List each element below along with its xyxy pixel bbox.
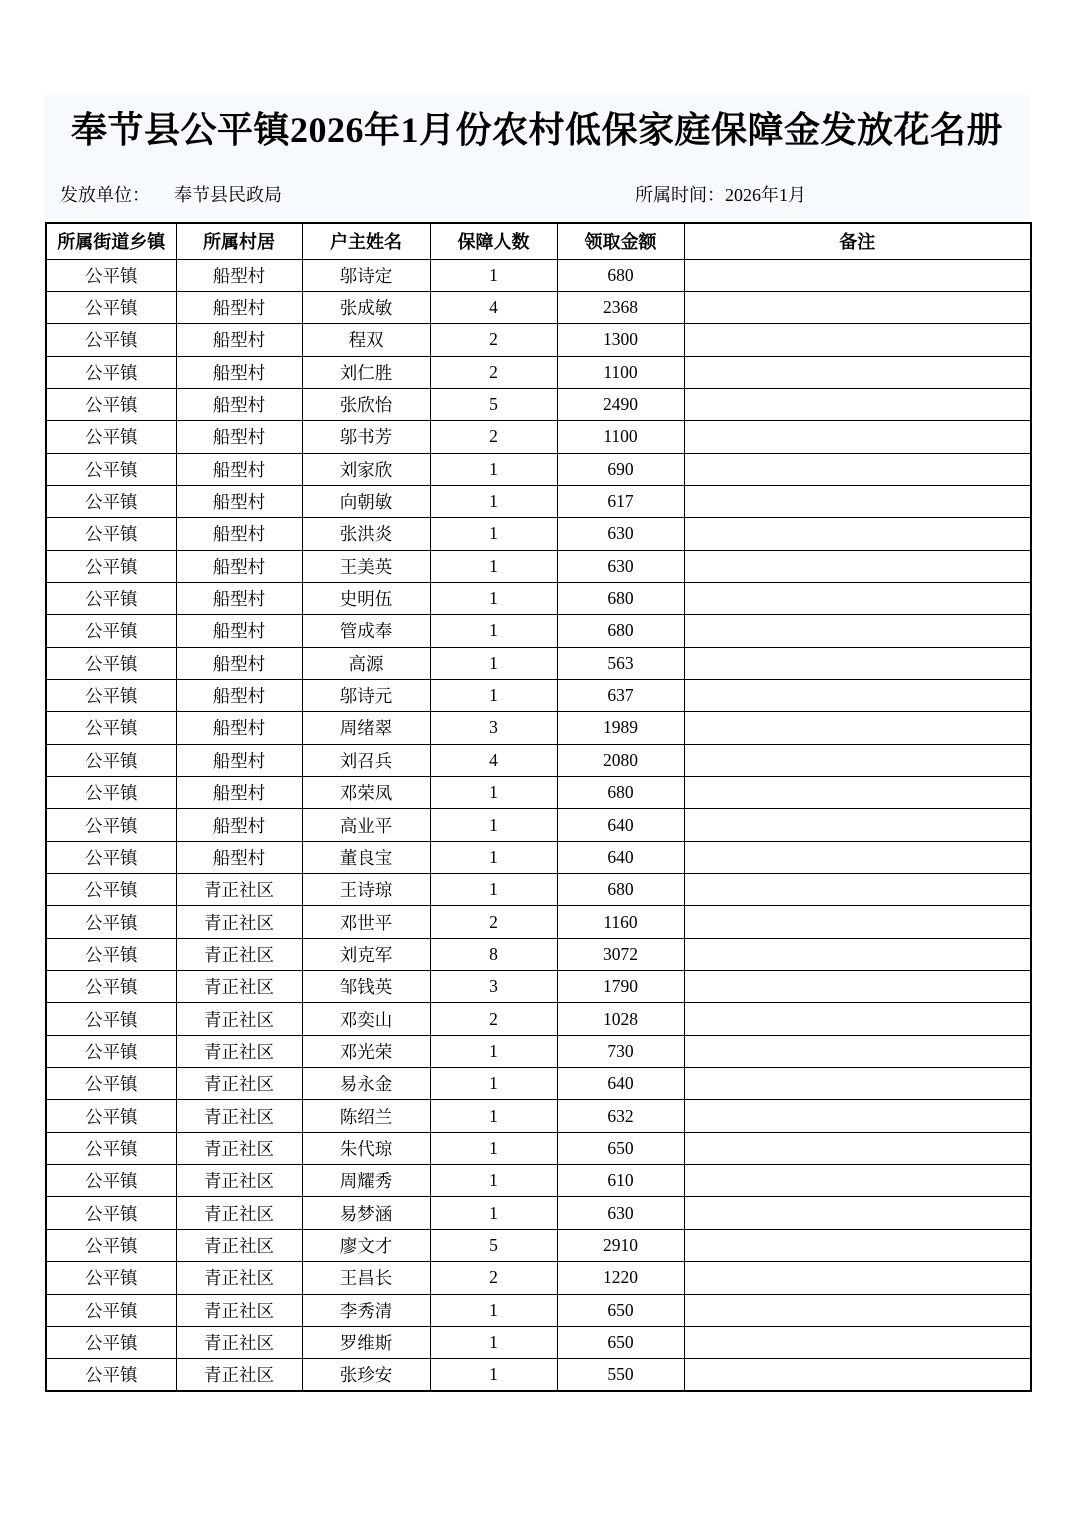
cell-amount: 563 xyxy=(557,647,684,679)
cell-amount: 680 xyxy=(557,777,684,809)
cell-amount: 1160 xyxy=(557,906,684,938)
cell-remark xyxy=(684,259,1031,291)
cell-count: 1 xyxy=(430,615,557,647)
cell-remark xyxy=(684,1165,1031,1197)
table-row xyxy=(46,1359,1031,1391)
table-row xyxy=(46,1165,1031,1197)
cell-remark xyxy=(684,647,1031,679)
cell-town: 公平镇 xyxy=(46,291,176,323)
cell-town: 公平镇 xyxy=(46,679,176,711)
cell-village: 船型村 xyxy=(176,647,302,679)
cell-householder: 邓光荣 xyxy=(302,1035,430,1067)
cell-village: 船型村 xyxy=(176,712,302,744)
cell-count: 1 xyxy=(430,1294,557,1326)
cell-count: 5 xyxy=(430,388,557,420)
cell-amount: 610 xyxy=(557,1165,684,1197)
table-row xyxy=(46,971,1031,1003)
cell-count: 2 xyxy=(430,1262,557,1294)
cell-householder: 邹钱英 xyxy=(302,971,430,1003)
cell-town: 公平镇 xyxy=(46,421,176,453)
cell-village: 青正社区 xyxy=(176,971,302,1003)
cell-remark xyxy=(684,1197,1031,1229)
cell-remark xyxy=(684,1100,1031,1132)
table-row xyxy=(46,421,1031,453)
cell-remark xyxy=(684,841,1031,873)
cell-town: 公平镇 xyxy=(46,1197,176,1229)
cell-town: 公平镇 xyxy=(46,874,176,906)
cell-town: 公平镇 xyxy=(46,841,176,873)
table-row xyxy=(46,550,1031,582)
cell-remark xyxy=(684,809,1031,841)
cell-town: 公平镇 xyxy=(46,647,176,679)
cell-village: 青正社区 xyxy=(176,1326,302,1358)
table-row xyxy=(46,906,1031,938)
table-row xyxy=(46,1100,1031,1132)
table-row xyxy=(46,744,1031,776)
cell-amount: 2490 xyxy=(557,388,684,420)
cell-village: 青正社区 xyxy=(176,1132,302,1164)
cell-town: 公平镇 xyxy=(46,388,176,420)
cell-village: 船型村 xyxy=(176,291,302,323)
cell-remark xyxy=(684,291,1031,323)
cell-town: 公平镇 xyxy=(46,906,176,938)
cell-village: 青正社区 xyxy=(176,938,302,970)
table-row xyxy=(46,1197,1031,1229)
cell-village: 青正社区 xyxy=(176,906,302,938)
cell-count: 5 xyxy=(430,1229,557,1261)
cell-village: 青正社区 xyxy=(176,1003,302,1035)
cell-town: 公平镇 xyxy=(46,1262,176,1294)
period-label: 所属时间： xyxy=(635,185,725,205)
cell-count: 1 xyxy=(430,1035,557,1067)
table-row xyxy=(46,615,1031,647)
cell-remark xyxy=(684,971,1031,1003)
cell-amount: 1220 xyxy=(557,1262,684,1294)
cell-householder: 高源 xyxy=(302,647,430,679)
cell-remark xyxy=(684,1035,1031,1067)
cell-count: 1 xyxy=(430,485,557,517)
cell-householder: 邓荣凤 xyxy=(302,777,430,809)
cell-householder: 朱代琼 xyxy=(302,1132,430,1164)
cell-town: 公平镇 xyxy=(46,1100,176,1132)
table-row xyxy=(46,1294,1031,1326)
cell-amount: 2080 xyxy=(557,744,684,776)
cell-householder: 易永金 xyxy=(302,1068,430,1100)
cell-town: 公平镇 xyxy=(46,971,176,1003)
cell-remark xyxy=(684,1068,1031,1100)
cell-remark xyxy=(684,1326,1031,1358)
table-row xyxy=(46,679,1031,711)
cell-town: 公平镇 xyxy=(46,324,176,356)
cell-householder: 王诗琼 xyxy=(302,874,430,906)
cell-count: 1 xyxy=(430,1068,557,1100)
cell-remark xyxy=(684,582,1031,614)
cell-remark xyxy=(684,1229,1031,1261)
cell-amount: 1100 xyxy=(557,421,684,453)
cell-remark xyxy=(684,356,1031,388)
cell-count: 1 xyxy=(430,1165,557,1197)
cell-householder: 周耀秀 xyxy=(302,1165,430,1197)
cell-village: 船型村 xyxy=(176,485,302,517)
cell-village: 船型村 xyxy=(176,841,302,873)
cell-town: 公平镇 xyxy=(46,356,176,388)
cell-remark xyxy=(684,938,1031,970)
cell-householder: 董良宝 xyxy=(302,841,430,873)
cell-count: 1 xyxy=(430,874,557,906)
table-row xyxy=(46,712,1031,744)
cell-householder: 史明伍 xyxy=(302,582,430,614)
cell-householder: 刘家欣 xyxy=(302,453,430,485)
cell-amount: 1989 xyxy=(557,712,684,744)
table-row xyxy=(46,1229,1031,1261)
cell-count: 1 xyxy=(430,453,557,485)
cell-amount: 1790 xyxy=(557,971,684,1003)
table-row xyxy=(46,1326,1031,1358)
issuer-label: 发放单位： xyxy=(60,185,150,205)
table-row xyxy=(46,582,1031,614)
cell-householder: 李秀清 xyxy=(302,1294,430,1326)
table-row xyxy=(46,1035,1031,1067)
table-row xyxy=(46,874,1031,906)
cell-count: 1 xyxy=(430,1359,557,1391)
cell-town: 公平镇 xyxy=(46,1229,176,1261)
cell-village: 船型村 xyxy=(176,777,302,809)
cell-village: 船型村 xyxy=(176,582,302,614)
cell-town: 公平镇 xyxy=(46,1003,176,1035)
cell-village: 船型村 xyxy=(176,453,302,485)
cell-householder: 陈绍兰 xyxy=(302,1100,430,1132)
cell-amount: 630 xyxy=(557,518,684,550)
cell-householder: 向朝敏 xyxy=(302,485,430,517)
cell-village: 船型村 xyxy=(176,259,302,291)
cell-village: 青正社区 xyxy=(176,1100,302,1132)
cell-town: 公平镇 xyxy=(46,582,176,614)
table-body xyxy=(46,259,1031,1391)
cell-count: 3 xyxy=(430,712,557,744)
cell-village: 船型村 xyxy=(176,518,302,550)
cell-count: 1 xyxy=(430,1100,557,1132)
cell-remark xyxy=(684,1262,1031,1294)
cell-householder: 邬书芳 xyxy=(302,421,430,453)
table-row xyxy=(46,1068,1031,1100)
cell-householder: 罗维斯 xyxy=(302,1326,430,1358)
cell-householder: 易梦涵 xyxy=(302,1197,430,1229)
cell-remark xyxy=(684,324,1031,356)
cell-count: 1 xyxy=(430,679,557,711)
cell-amount: 640 xyxy=(557,809,684,841)
header-village: 所属村居 xyxy=(176,223,302,259)
cell-amount: 650 xyxy=(557,1326,684,1358)
cell-town: 公平镇 xyxy=(46,1359,176,1391)
period-value: 2026年1月 xyxy=(725,185,806,205)
cell-remark xyxy=(684,421,1031,453)
cell-town: 公平镇 xyxy=(46,1132,176,1164)
cell-count: 4 xyxy=(430,291,557,323)
cell-village: 船型村 xyxy=(176,679,302,711)
table-row xyxy=(46,485,1031,517)
table-row xyxy=(46,291,1031,323)
cell-village: 船型村 xyxy=(176,615,302,647)
cell-householder: 廖文才 xyxy=(302,1229,430,1261)
cell-town: 公平镇 xyxy=(46,453,176,485)
cell-village: 船型村 xyxy=(176,388,302,420)
cell-count: 4 xyxy=(430,744,557,776)
cell-amount: 637 xyxy=(557,679,684,711)
cell-town: 公平镇 xyxy=(46,712,176,744)
table-row xyxy=(46,356,1031,388)
cell-amount: 2910 xyxy=(557,1229,684,1261)
cell-count: 2 xyxy=(430,324,557,356)
cell-amount: 1300 xyxy=(557,324,684,356)
table-row xyxy=(46,841,1031,873)
cell-householder: 邓世平 xyxy=(302,906,430,938)
cell-amount: 640 xyxy=(557,841,684,873)
issuer-value: 奉节县民政局 xyxy=(174,185,282,205)
cell-householder: 张成敏 xyxy=(302,291,430,323)
cell-count: 1 xyxy=(430,777,557,809)
cell-count: 1 xyxy=(430,582,557,614)
table-row xyxy=(46,453,1031,485)
cell-amount: 680 xyxy=(557,259,684,291)
meta-row xyxy=(60,182,1030,208)
table-row xyxy=(46,777,1031,809)
cell-village: 青正社区 xyxy=(176,1262,302,1294)
cell-count: 1 xyxy=(430,1326,557,1358)
period-group xyxy=(635,182,806,208)
cell-remark xyxy=(684,777,1031,809)
table-head xyxy=(46,223,1031,259)
cell-remark xyxy=(684,453,1031,485)
cell-amount: 632 xyxy=(557,1100,684,1132)
cell-count: 1 xyxy=(430,1132,557,1164)
cell-town: 公平镇 xyxy=(46,550,176,582)
cell-householder: 张欣怡 xyxy=(302,388,430,420)
cell-village: 船型村 xyxy=(176,809,302,841)
table-row xyxy=(46,1132,1031,1164)
cell-count: 1 xyxy=(430,1197,557,1229)
cell-count: 1 xyxy=(430,841,557,873)
cell-amount: 1028 xyxy=(557,1003,684,1035)
cell-village: 青正社区 xyxy=(176,1197,302,1229)
cell-amount: 1100 xyxy=(557,356,684,388)
cell-village: 船型村 xyxy=(176,356,302,388)
cell-householder: 管成奉 xyxy=(302,615,430,647)
cell-householder: 高业平 xyxy=(302,809,430,841)
header-remark: 备注 xyxy=(684,223,1031,259)
cell-amount: 680 xyxy=(557,874,684,906)
cell-amount: 690 xyxy=(557,453,684,485)
cell-remark xyxy=(684,744,1031,776)
cell-town: 公平镇 xyxy=(46,615,176,647)
table-row xyxy=(46,647,1031,679)
cell-town: 公平镇 xyxy=(46,777,176,809)
cell-count: 2 xyxy=(430,906,557,938)
cell-householder: 张洪炎 xyxy=(302,518,430,550)
cell-count: 1 xyxy=(430,550,557,582)
cell-town: 公平镇 xyxy=(46,744,176,776)
roster-table xyxy=(45,222,1032,1392)
cell-householder: 王昌长 xyxy=(302,1262,430,1294)
cell-count: 2 xyxy=(430,421,557,453)
cell-remark xyxy=(684,712,1031,744)
cell-remark xyxy=(684,1294,1031,1326)
cell-count: 1 xyxy=(430,259,557,291)
table-row xyxy=(46,388,1031,420)
cell-householder: 程双 xyxy=(302,324,430,356)
cell-amount: 2368 xyxy=(557,291,684,323)
cell-remark xyxy=(684,906,1031,938)
cell-count: 2 xyxy=(430,356,557,388)
cell-count: 2 xyxy=(430,1003,557,1035)
cell-count: 8 xyxy=(430,938,557,970)
table-row xyxy=(46,809,1031,841)
cell-householder: 刘召兵 xyxy=(302,744,430,776)
cell-householder: 邬诗定 xyxy=(302,259,430,291)
cell-remark xyxy=(684,1359,1031,1391)
cell-count: 1 xyxy=(430,809,557,841)
cell-count: 1 xyxy=(430,647,557,679)
header-town: 所属街道乡镇 xyxy=(46,223,176,259)
table-header-row xyxy=(46,223,1031,259)
cell-amount: 630 xyxy=(557,550,684,582)
cell-town: 公平镇 xyxy=(46,259,176,291)
cell-town: 公平镇 xyxy=(46,1035,176,1067)
cell-town: 公平镇 xyxy=(46,518,176,550)
table-row xyxy=(46,1262,1031,1294)
cell-remark xyxy=(684,550,1031,582)
table-row xyxy=(46,324,1031,356)
cell-amount: 3072 xyxy=(557,938,684,970)
header-householder: 户主姓名 xyxy=(302,223,430,259)
cell-amount: 630 xyxy=(557,1197,684,1229)
cell-village: 青正社区 xyxy=(176,1035,302,1067)
cell-village: 船型村 xyxy=(176,550,302,582)
header-amount: 领取金额 xyxy=(557,223,684,259)
table-row xyxy=(46,1003,1031,1035)
table-row xyxy=(46,938,1031,970)
cell-count: 1 xyxy=(430,518,557,550)
cell-village: 青正社区 xyxy=(176,1294,302,1326)
cell-householder: 周绪翠 xyxy=(302,712,430,744)
cell-amount: 650 xyxy=(557,1294,684,1326)
cell-village: 青正社区 xyxy=(176,1068,302,1100)
cell-remark xyxy=(684,874,1031,906)
cell-amount: 680 xyxy=(557,582,684,614)
cell-village: 船型村 xyxy=(176,324,302,356)
cell-remark xyxy=(684,485,1031,517)
cell-remark xyxy=(684,518,1031,550)
cell-householder: 刘仁胜 xyxy=(302,356,430,388)
cell-village: 船型村 xyxy=(176,744,302,776)
cell-amount: 730 xyxy=(557,1035,684,1067)
cell-amount: 617 xyxy=(557,485,684,517)
cell-town: 公平镇 xyxy=(46,485,176,517)
cell-amount: 650 xyxy=(557,1132,684,1164)
cell-count: 3 xyxy=(430,971,557,1003)
cell-remark xyxy=(684,388,1031,420)
table-row xyxy=(46,518,1031,550)
cell-amount: 550 xyxy=(557,1359,684,1391)
cell-town: 公平镇 xyxy=(46,1326,176,1358)
cell-town: 公平镇 xyxy=(46,1068,176,1100)
cell-town: 公平镇 xyxy=(46,1294,176,1326)
cell-householder: 王美英 xyxy=(302,550,430,582)
cell-village: 青正社区 xyxy=(176,1359,302,1391)
cell-remark xyxy=(684,679,1031,711)
cell-town: 公平镇 xyxy=(46,809,176,841)
cell-remark xyxy=(684,1003,1031,1035)
cell-householder: 邬诗元 xyxy=(302,679,430,711)
cell-amount: 680 xyxy=(557,615,684,647)
cell-town: 公平镇 xyxy=(46,1165,176,1197)
cell-remark xyxy=(684,1132,1031,1164)
cell-village: 青正社区 xyxy=(176,1165,302,1197)
document-title: 奉节县公平镇2026年1月份农村低保家庭保障金发放花名册 xyxy=(70,110,1003,150)
cell-village: 青正社区 xyxy=(176,874,302,906)
cell-town: 公平镇 xyxy=(46,938,176,970)
cell-householder: 邓奕山 xyxy=(302,1003,430,1035)
cell-householder: 张珍安 xyxy=(302,1359,430,1391)
table-row xyxy=(46,259,1031,291)
cell-amount: 640 xyxy=(557,1068,684,1100)
cell-village: 青正社区 xyxy=(176,1229,302,1261)
cell-village: 船型村 xyxy=(176,421,302,453)
cell-remark xyxy=(684,615,1031,647)
cell-householder: 刘克军 xyxy=(302,938,430,970)
header-count: 保障人数 xyxy=(430,223,557,259)
